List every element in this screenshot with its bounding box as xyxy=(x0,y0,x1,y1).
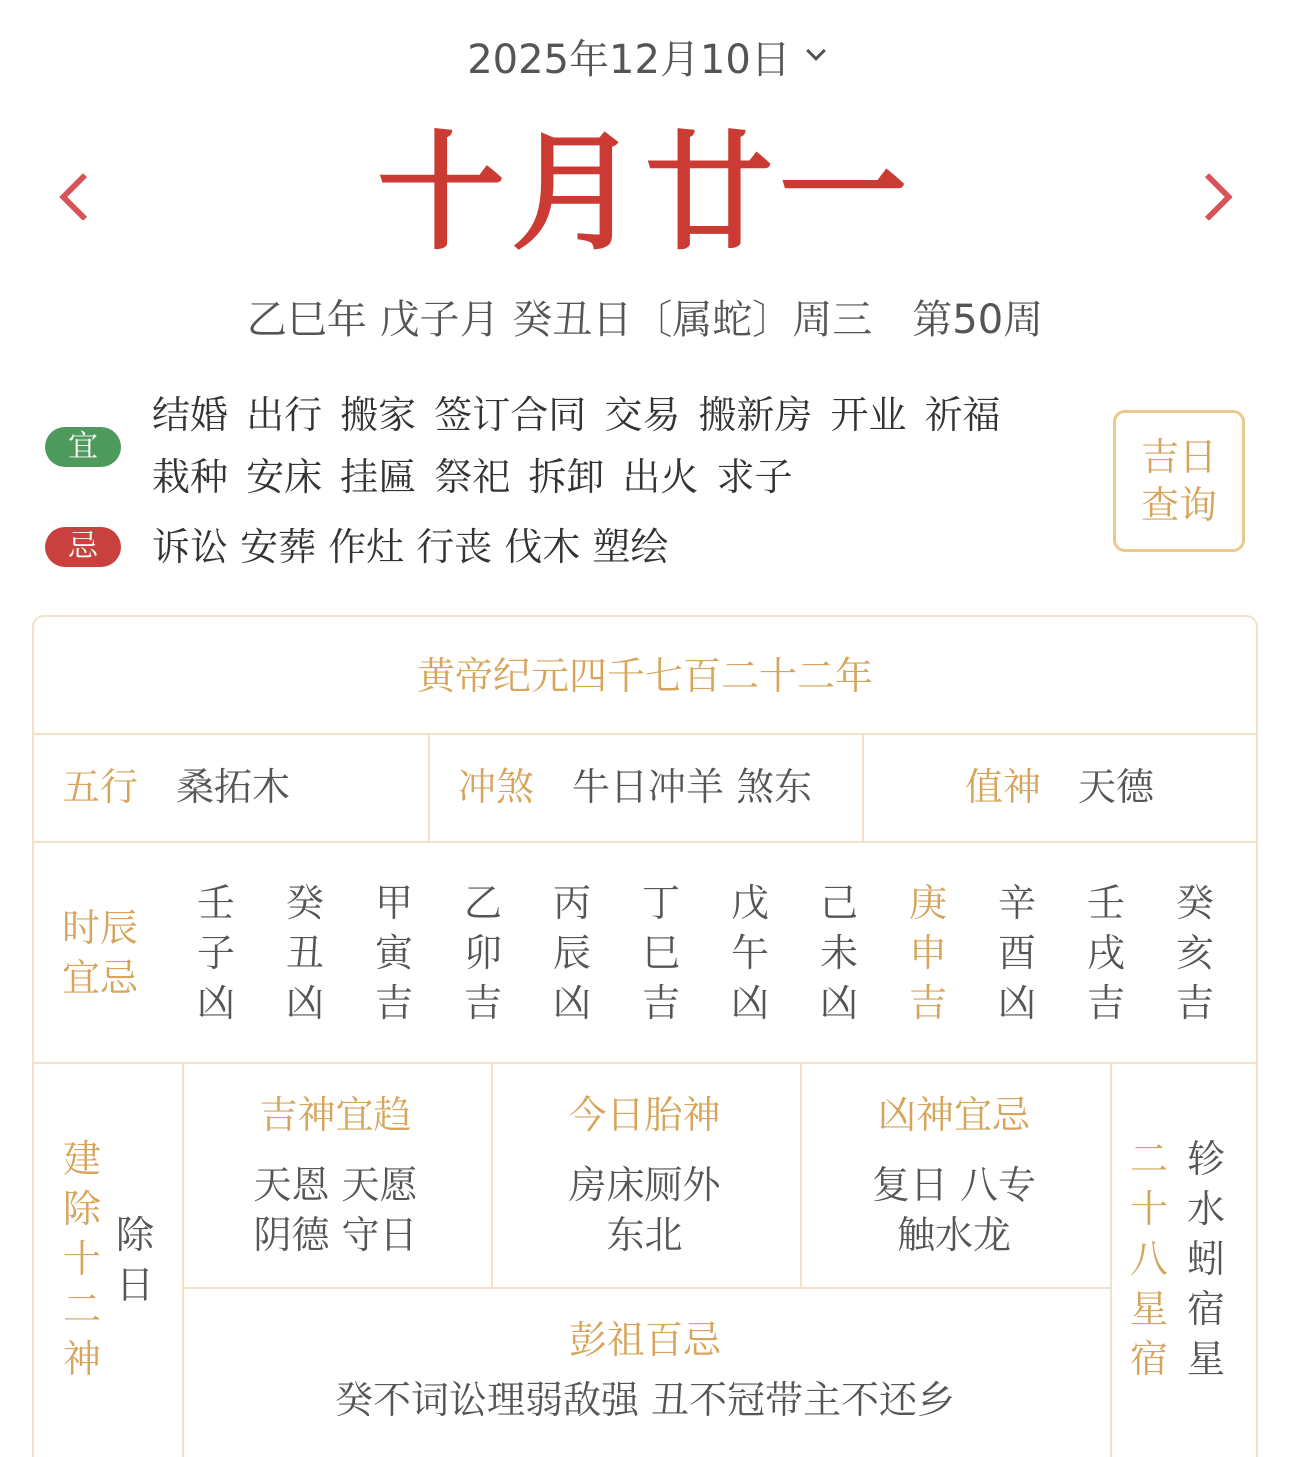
shichen-branch: 午 xyxy=(730,931,769,975)
xiongshen-line2: 触水龙 xyxy=(896,1213,1011,1257)
shichen-hour-4 xyxy=(542,878,602,1028)
shichen-hour-6 xyxy=(720,878,780,1028)
shichen-stem: 壬 xyxy=(196,881,235,925)
shichen-branch: 未 xyxy=(819,931,858,975)
shichen-hour-0 xyxy=(186,878,246,1028)
shichen-branch: 酉 xyxy=(997,931,1036,975)
shichen-stem: 癸 xyxy=(285,881,324,925)
date-label: 2025年12月10日 xyxy=(467,36,791,83)
shichen-hour-9 xyxy=(987,878,1047,1028)
shichen-stem: 壬 xyxy=(1086,881,1125,925)
shichen-luck: 吉 xyxy=(463,981,502,1025)
xiongshen-title: 凶神宜忌 xyxy=(877,1093,1030,1137)
xiongshen-block xyxy=(800,1090,1108,1260)
shichen-hour-1 xyxy=(275,878,335,1028)
jianchu-value-char: 除 xyxy=(115,1213,154,1257)
divider xyxy=(34,733,1256,735)
chevron-down-icon xyxy=(806,41,826,61)
divider xyxy=(34,1062,1256,1064)
xingxiu-label xyxy=(1124,1134,1174,1384)
shichen-label xyxy=(62,903,152,1003)
zhishen-label: 值神 xyxy=(965,765,1042,809)
shichen-label-line1: 时辰 xyxy=(62,906,139,950)
shichen-stem: 乙 xyxy=(463,881,502,925)
divider xyxy=(34,841,1256,843)
jianchu-label-char: 神 xyxy=(62,1337,101,1381)
shichen-stem: 戊 xyxy=(730,881,769,925)
jianchu-label-char: 十 xyxy=(62,1237,101,1281)
auspicious-day-query-button[interactable] xyxy=(1113,410,1245,552)
chongsha-label: 冲煞 xyxy=(458,765,535,809)
shichen-hour-10 xyxy=(1076,878,1136,1028)
jianchu-label-char: 二 xyxy=(62,1287,101,1331)
ganzhi-info: 乙巳年 戊子月 癸丑日〔属蛇〕周三 第50周 xyxy=(246,297,1044,343)
jishen-line2: 阴德 守日 xyxy=(253,1213,418,1257)
jianchu-value-char: 日 xyxy=(115,1263,154,1307)
jianchu-label-char: 建 xyxy=(62,1137,101,1181)
shichen-label-line2: 宜忌 xyxy=(62,956,139,1000)
xingxiu-value-char: 水 xyxy=(1186,1187,1225,1231)
xingxiu-label-char: 八 xyxy=(1129,1237,1168,1281)
taishen-title: 今日胎神 xyxy=(568,1093,721,1137)
shichen-branch: 巳 xyxy=(641,931,680,975)
jishen-line1: 天恩 天愿 xyxy=(253,1163,418,1207)
query-button-line2: 查询 xyxy=(1140,483,1217,527)
shichen-hour-7 xyxy=(809,878,869,1028)
jishen-title: 吉神宜趋 xyxy=(259,1093,412,1137)
xingxiu-label-char: 二 xyxy=(1129,1137,1168,1181)
divider xyxy=(862,733,864,841)
shichen-stem: 癸 xyxy=(1175,881,1214,925)
jianchu-value xyxy=(110,1210,160,1310)
shichen-branch: 丑 xyxy=(285,931,324,975)
huangdi-era: 黄帝纪元四千七百二十二年 xyxy=(416,654,873,698)
shichen-hour-11 xyxy=(1165,878,1225,1028)
yi-badge: 宜 xyxy=(45,427,121,467)
zhishen-value: 天德 xyxy=(1078,765,1155,809)
shichen-hour-5 xyxy=(631,878,691,1028)
shichen-stem: 丁 xyxy=(641,881,680,925)
pengzu-text: 癸不词讼理弱敌强 丑不冠带主不还乡 xyxy=(334,1378,956,1422)
jianchu-label xyxy=(57,1134,107,1384)
xingxiu-value-char: 轸 xyxy=(1186,1137,1225,1181)
wuxing-value: 桑拓木 xyxy=(176,765,291,809)
xingxiu-value xyxy=(1181,1134,1231,1384)
xiongshen-line1: 复日 八专 xyxy=(871,1163,1037,1207)
shichen-luck: 凶 xyxy=(997,981,1036,1025)
jishen-block xyxy=(182,1090,489,1260)
shichen-luck: 凶 xyxy=(819,981,858,1025)
pengzu-block xyxy=(182,1315,1108,1425)
shichen-luck: 凶 xyxy=(196,981,235,1025)
shichen-stem: 庚 xyxy=(908,881,947,925)
divider xyxy=(1110,1062,1112,1457)
shichen-stem: 辛 xyxy=(997,881,1036,925)
shichen-branch: 寅 xyxy=(374,931,413,975)
yi-activities-line2: 栽种 安床 挂匾 祭祀 拆卸 出火 求子 xyxy=(152,455,793,499)
yi-activities-line1: 结婚 出行 搬家 签订合同 交易 搬新房 开业 祈福 xyxy=(152,393,1001,437)
shichen-branch: 子 xyxy=(196,931,235,975)
xingxiu-value-char: 宿 xyxy=(1186,1287,1225,1331)
shichen-luck: 吉 xyxy=(908,981,947,1025)
shichen-hour-8 xyxy=(898,878,958,1028)
shichen-luck: 吉 xyxy=(641,981,680,1025)
taishen-line2: 东北 xyxy=(606,1213,683,1257)
query-button-line1: 吉日 xyxy=(1140,435,1217,479)
shichen-luck: 吉 xyxy=(374,981,413,1025)
taishen-line1: 房床厕外 xyxy=(568,1163,721,1207)
xingxiu-value-char: 星 xyxy=(1186,1337,1225,1381)
xingxiu-value-char: 蚓 xyxy=(1186,1237,1225,1281)
shichen-luck: 凶 xyxy=(285,981,324,1025)
shichen-hour-3 xyxy=(453,878,513,1028)
shichen-branch: 亥 xyxy=(1175,931,1214,975)
shichen-stem: 甲 xyxy=(374,881,413,925)
ji-badge: 忌 xyxy=(45,527,121,567)
shichen-hour-2 xyxy=(364,878,424,1028)
chongsha-value: 牛日冲羊 煞东 xyxy=(572,765,813,809)
shichen-branch: 卯 xyxy=(463,931,502,975)
shichen-branch: 戌 xyxy=(1086,931,1125,975)
divider xyxy=(182,1287,1110,1289)
shichen-luck: 凶 xyxy=(552,981,591,1025)
taishen-block xyxy=(491,1090,798,1260)
xingxiu-label-char: 十 xyxy=(1129,1187,1168,1231)
shichen-luck: 吉 xyxy=(1175,981,1214,1025)
lunar-date: 十月廿一 xyxy=(376,118,913,268)
shichen-branch: 辰 xyxy=(552,931,591,975)
jianchu-label-char: 除 xyxy=(62,1187,101,1231)
shichen-luck: 吉 xyxy=(1086,981,1125,1025)
ji-activities: 诉讼 安葬 作灶 行丧 伐木 塑绘 xyxy=(152,525,669,569)
xingxiu-label-char: 星 xyxy=(1129,1287,1168,1331)
divider xyxy=(428,733,430,841)
date-picker[interactable] xyxy=(0,28,1290,84)
shichen-stem: 丙 xyxy=(552,881,591,925)
shichen-branch: 申 xyxy=(908,931,947,975)
pengzu-title: 彭祖百忌 xyxy=(568,1318,721,1362)
wuxing-label: 五行 xyxy=(62,765,139,809)
shichen-stem: 己 xyxy=(819,881,858,925)
xingxiu-label-char: 宿 xyxy=(1129,1337,1168,1381)
shichen-luck: 凶 xyxy=(730,981,769,1025)
